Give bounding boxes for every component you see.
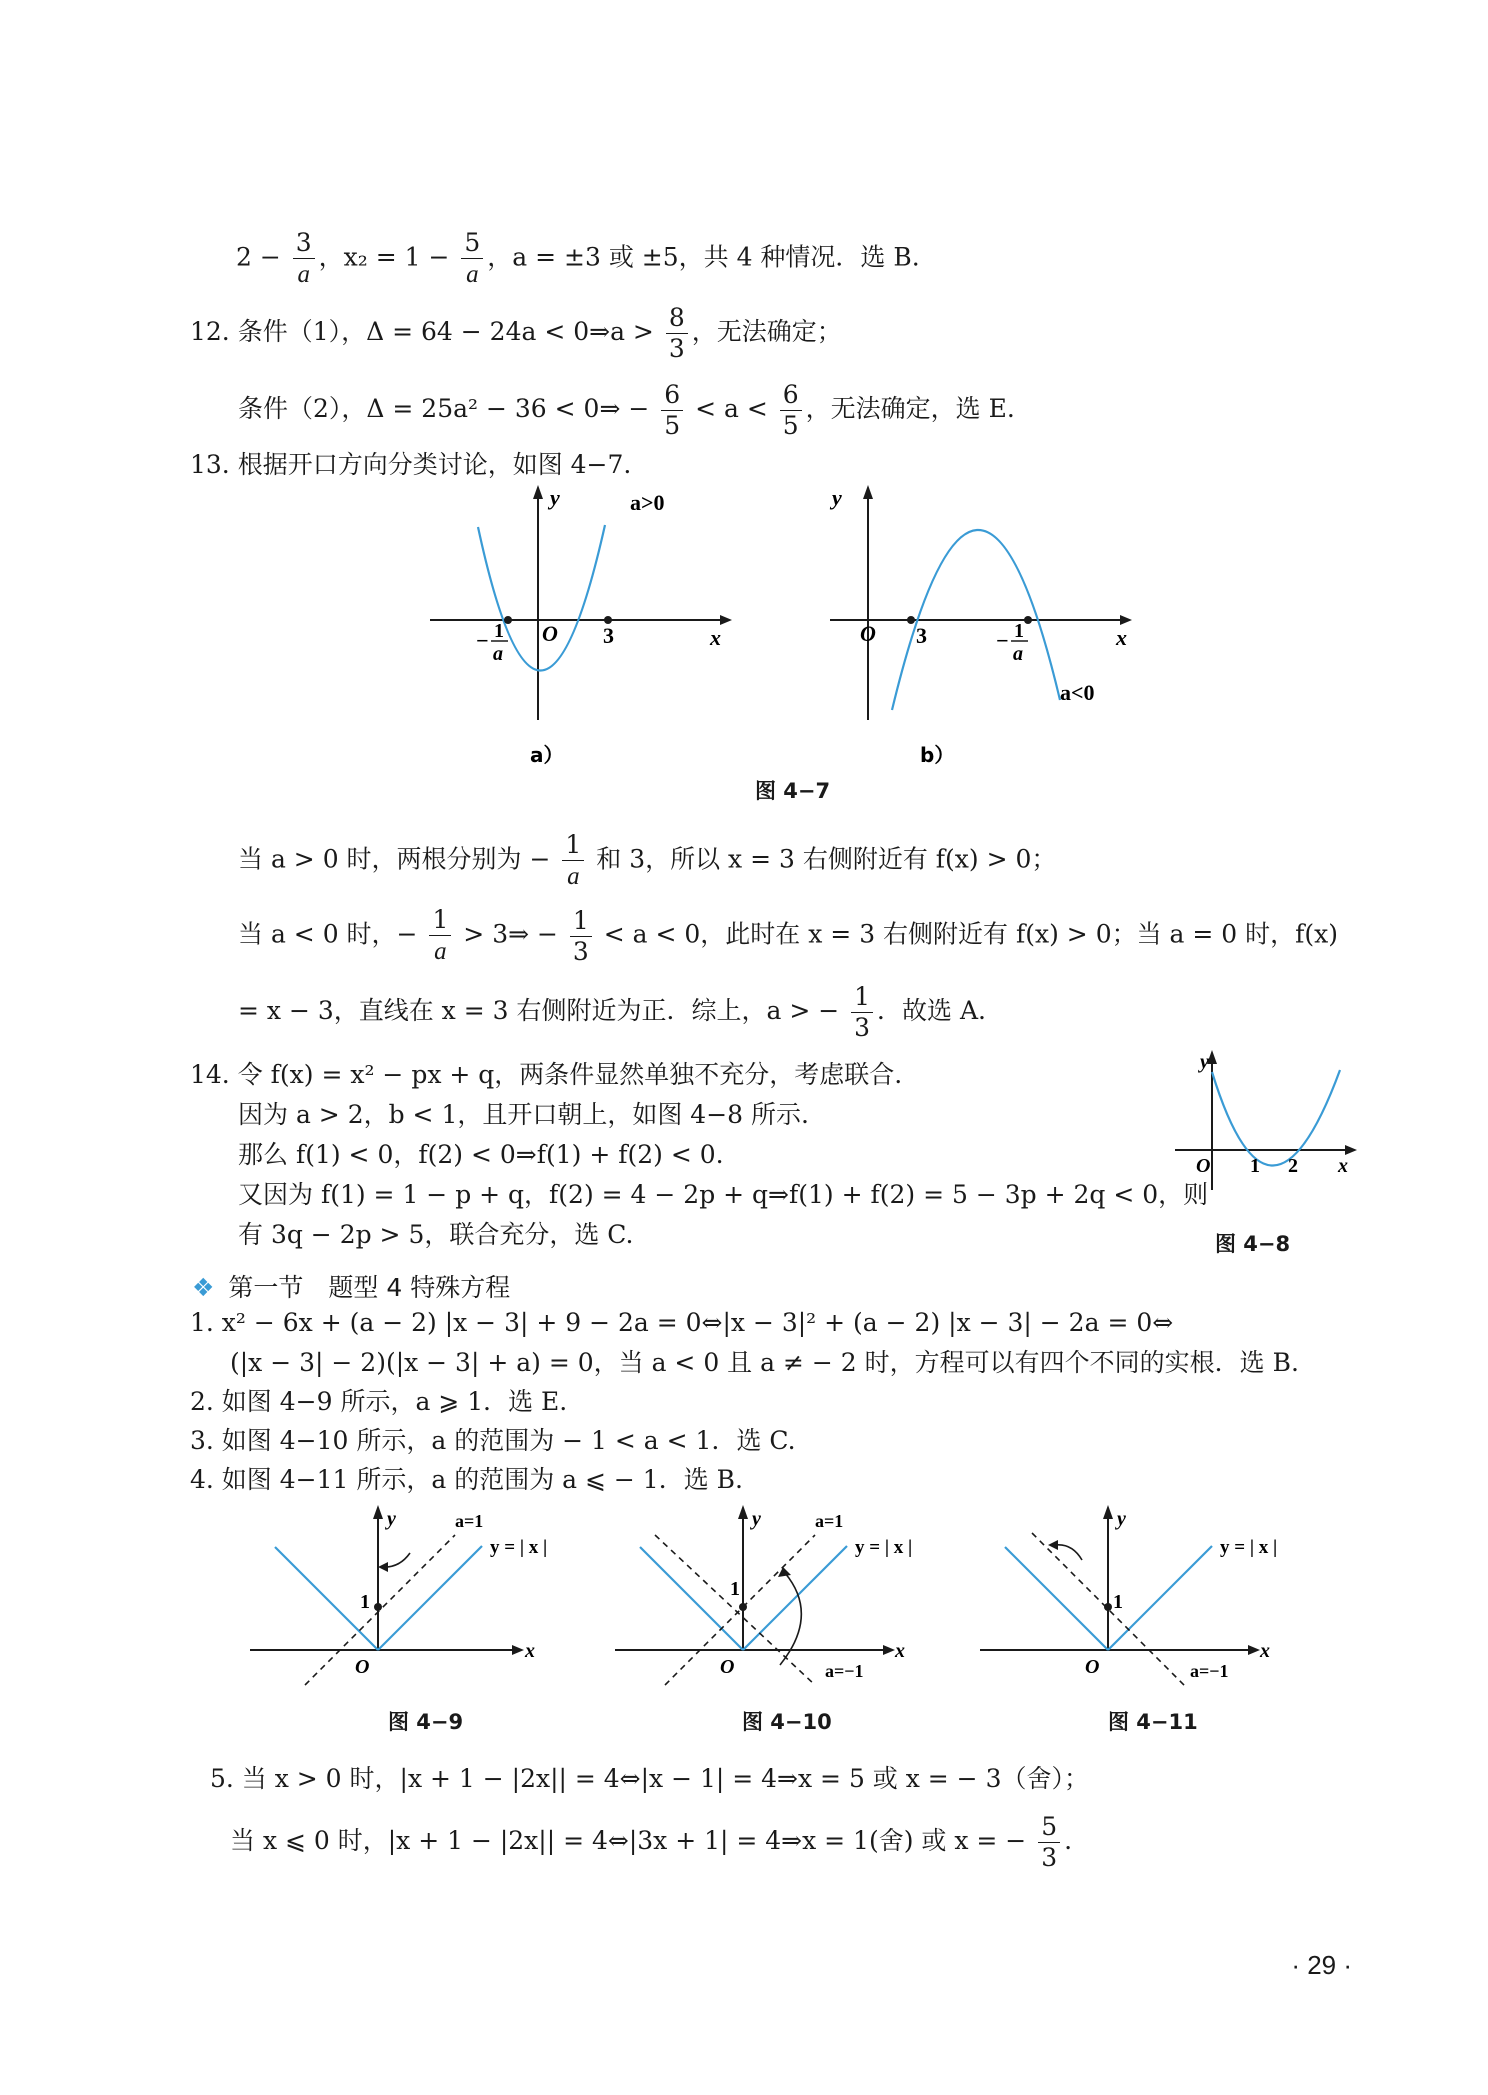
line-1: 2 − $\frac{3}{a}$ ，x₂ = 1 − $\frac{5}{a}$ ，a = ±3 或 ±5，共 4 种情况．选 B. xyxy=(236,228,920,288)
svg-text:b）: b） xyxy=(920,743,955,767)
line-12-cond1: 12. 条件（1），Δ = 64 − 24a < 0⇒a > $\frac{8}{3}$ ，无法确定； xyxy=(190,303,842,363)
svg-text:a<0: a<0 xyxy=(1060,680,1095,705)
svg-text:a）: a） xyxy=(530,743,564,767)
svg-text:−: − xyxy=(476,628,489,653)
line-s5-b: 当 x ⩽ 0 时，|x + 1 − |2x|| = 4⇔|3x + 1| = 4⇒x = 1(舍) 或 x = − $\frac{5}{3}$ . xyxy=(230,1812,1073,1872)
svg-text:a>0: a>0 xyxy=(630,490,665,515)
line-13: 13. 根据开口方向分类讨论，如图 4−7. xyxy=(190,450,632,479)
svg-text:y = | x |: y = | x | xyxy=(855,1537,913,1558)
svg-text:a=−1: a=−1 xyxy=(1190,1661,1229,1681)
line-14: 14. 令 f(x) = x² − px + q，两条件显然单独不充分，考虑联合. xyxy=(190,1060,903,1089)
svg-text:a=1: a=1 xyxy=(455,1511,484,1531)
line-14-b: 因为 a > 2，b < 1，且开口朝上，如图 4−8 所示. xyxy=(238,1100,809,1129)
figure-4-10 xyxy=(615,1505,935,1695)
svg-text:a: a xyxy=(493,643,503,665)
svg-text:3: 3 xyxy=(916,623,927,648)
svg-text:y: y xyxy=(387,1508,396,1530)
figure-4-9 xyxy=(250,1505,570,1695)
page-number: · 29 · xyxy=(1291,1950,1352,1980)
svg-text:1: 1 xyxy=(1014,620,1024,642)
line-14-c: 那么 f(1) < 0，f(2) < 0⇒f(1) + f(2) < 0. xyxy=(238,1140,724,1169)
svg-text:1: 1 xyxy=(1250,1155,1260,1177)
svg-text:y = | x |: y = | x | xyxy=(490,1537,548,1558)
figure-4-8 xyxy=(1170,1050,1370,1220)
line-s3: 3. 如图 4−10 所示，a 的范围为 − 1 < a < 1．选 C. xyxy=(190,1426,796,1455)
svg-text:1: 1 xyxy=(494,620,504,642)
svg-text:x: x xyxy=(710,625,721,650)
section-heading: ❖ 第一节 题型 4 特殊方程 xyxy=(192,1273,511,1302)
svg-text:−: − xyxy=(996,628,1009,653)
svg-text:O: O xyxy=(542,621,558,646)
figure-4-7b xyxy=(820,485,1150,775)
svg-text:2: 2 xyxy=(1288,1155,1298,1177)
figure-4-7a xyxy=(420,485,740,775)
svg-text:x: x xyxy=(895,1640,905,1662)
svg-text:x: x xyxy=(525,1640,535,1662)
svg-text:y: y xyxy=(832,485,842,510)
svg-text:x: x xyxy=(1116,625,1127,650)
figure-4-11-caption: 图 4−11 xyxy=(1108,1710,1198,1734)
svg-text:y: y xyxy=(1200,1051,1209,1073)
figure-4-9-caption: 图 4−9 xyxy=(388,1710,464,1734)
line-14-d: 又因为 f(1) = 1 − p + q，f(2) = 4 − 2p + q⇒f(1) + f(2) = 5 − 3p + 2q < 0，则 xyxy=(238,1180,1209,1209)
svg-text:3: 3 xyxy=(603,623,614,648)
svg-text:a=−1: a=−1 xyxy=(825,1661,864,1681)
svg-text:O: O xyxy=(1085,1656,1100,1678)
svg-text:y: y xyxy=(752,1508,761,1530)
svg-text:O: O xyxy=(720,1656,735,1678)
figure-4-10-caption: 图 4−10 xyxy=(742,1710,832,1734)
svg-text:O: O xyxy=(355,1656,370,1678)
svg-text:1: 1 xyxy=(360,1591,370,1613)
svg-text:1: 1 xyxy=(730,1578,740,1600)
figure-4-7-caption: 图 4−7 xyxy=(755,779,831,803)
line-s1: 1. x² − 6x + (a − 2) |x − 3| + 9 − 2a = 0⇔|x − 3|² + (a − 2) |x − 3| − 2a = 0⇔ xyxy=(190,1308,1174,1337)
figure-4-11 xyxy=(980,1505,1300,1695)
svg-text:1: 1 xyxy=(1113,1591,1123,1613)
figure-4-8-caption: 图 4−8 xyxy=(1215,1232,1291,1256)
line-13-conclusion: = x − 3，直线在 x = 3 右侧附近为正．综上，a > − $\frac{1}{3}$ ．故选 A. xyxy=(238,982,986,1042)
line-s4: 4. 如图 4−11 所示，a 的范围为 a ⩽ − 1．选 B. xyxy=(190,1465,743,1494)
svg-text:O: O xyxy=(1196,1155,1211,1177)
svg-text:y: y xyxy=(1117,1508,1126,1530)
line-12-cond2: 条件（2），Δ = 25a² − 36 < 0⇒ − $\frac{6}{5}$ < a < $\frac{6}{5}$ ，无法确定，选 E. xyxy=(238,380,1015,440)
svg-text:x: x xyxy=(1338,1155,1348,1177)
svg-text:a=1: a=1 xyxy=(815,1511,844,1531)
svg-text:a: a xyxy=(1013,643,1023,665)
line-s1-b: (|x − 3| − 2)(|x − 3| + a) = 0，当 a < 0 且 a ≠ − 2 时，方程可以有四个不同的实根．选 B. xyxy=(230,1348,1299,1377)
line-13-case-neg: 当 a < 0 时，− $\frac{1}{a}$ > 3⇒ − $\frac{1}{3}$ < a < 0，此时在 x = 3 右侧附近有 f(x) > 0；当 a = 0 时，f(x) xyxy=(238,905,1339,966)
line-14-e: 有 3q − 2p > 5，联合充分，选 C. xyxy=(238,1220,634,1249)
line-s5: 5. 当 x > 0 时，|x + 1 − |2x|| = 4⇔|x − 1| = 4⇒x = 5 或 x = − 3（舍）； xyxy=(210,1764,1089,1793)
svg-text:x: x xyxy=(1260,1640,1270,1662)
line-s2: 2. 如图 4−9 所示，a ⩾ 1．选 E. xyxy=(190,1387,568,1416)
diamond-icon: ❖ xyxy=(192,1273,215,1302)
svg-text:O: O xyxy=(860,621,876,646)
svg-text:y: y xyxy=(550,485,560,510)
line-13-case-pos: 当 a > 0 时，两根分别为 − $\frac{1}{a}$ 和 3，所以 x = 3 右侧附近有 f(x) > 0； xyxy=(238,830,1057,890)
svg-text:y = | x |: y = | x | xyxy=(1220,1537,1278,1558)
